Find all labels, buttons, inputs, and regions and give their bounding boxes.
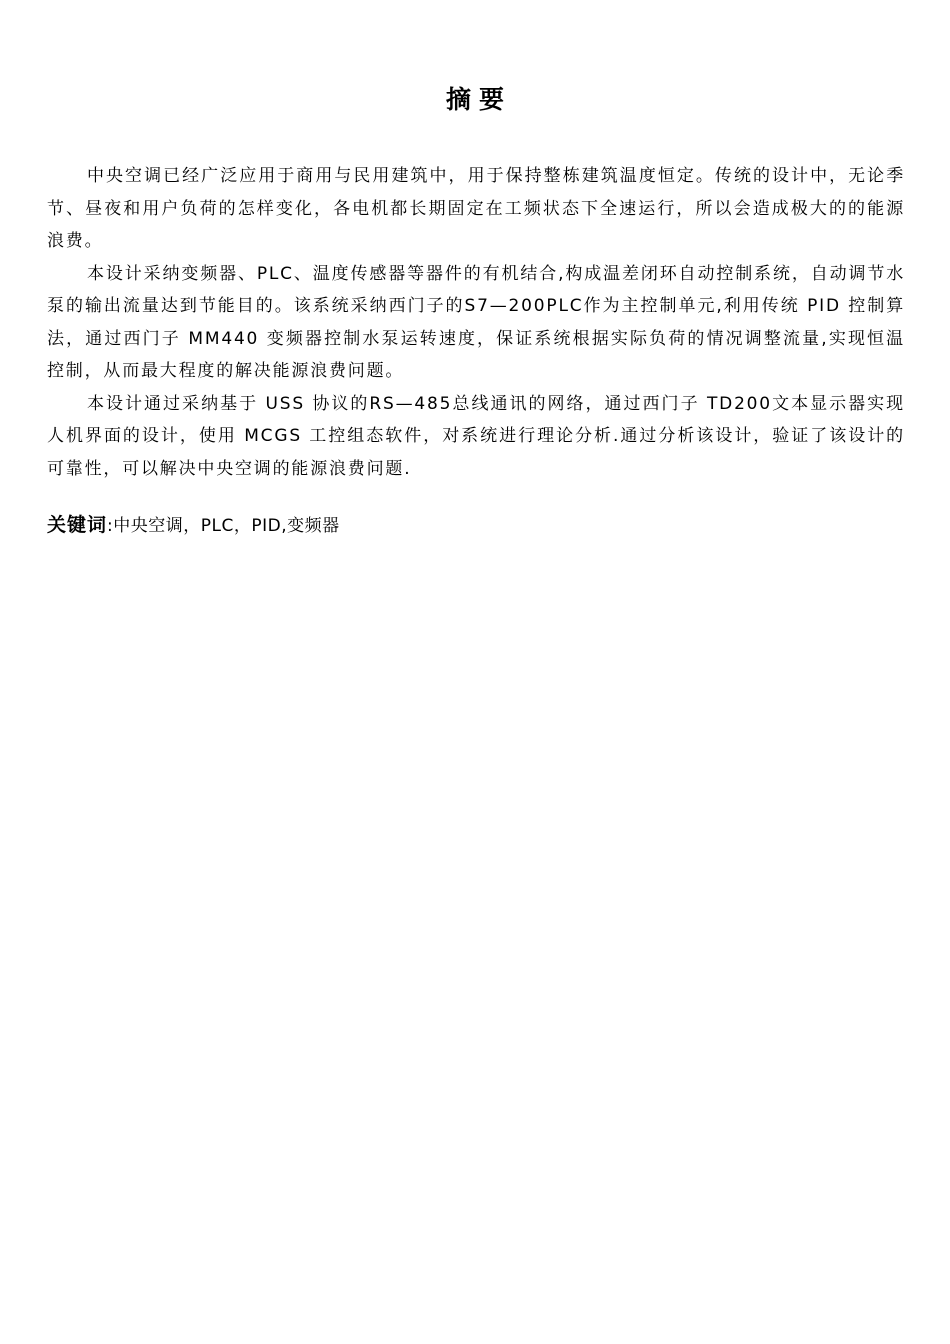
abstract-body <box>47 160 905 485</box>
keywords-text: :中央空调，PLC，PID,变频器 <box>107 516 340 536</box>
abstract-paragraph-1: 中央空调已经广泛应用于商用与民用建筑中，用于保持整栋建筑温度恒定。传统的设计中，无论季节、昼夜和用户负荷的怎样变化，各电机都长期固定在工频状态下全速运行，所以会造成极大的的能源浪费。 <box>47 166 905 251</box>
keywords-label: 关键词 <box>47 514 108 536</box>
abstract-paragraph-2: 本设计采纳变频器、PLC、温度传感器等器件的有机结合,构成温差闭环自动控制系统，自动调节水泵的输出流量达到节能目的。该系统采纳西门子的S7—200PLC作为主控制单元,利用传统 PID 控制算法，通过西门子 MM440 变频器控制水泵运转速度，保证系统根据实际负荷的情况调整流量,实现恒温控制，从而最大程度的解决能源浪费问题。 <box>47 263 905 381</box>
page-title: 摘要 <box>445 85 512 114</box>
abstract-paragraph-3: 本设计通过采纳基于 USS 协议的RS—485总线通讯的网络，通过西门子 TD200文本显示器实现人机界面的设计，使用 MCGS 工控组态软件，对系统进行理论分析.通过分析该设计，验证了该设计的可靠性，可以解决中央空调的能源浪费问题. <box>47 393 905 479</box>
keywords-line <box>47 510 905 541</box>
